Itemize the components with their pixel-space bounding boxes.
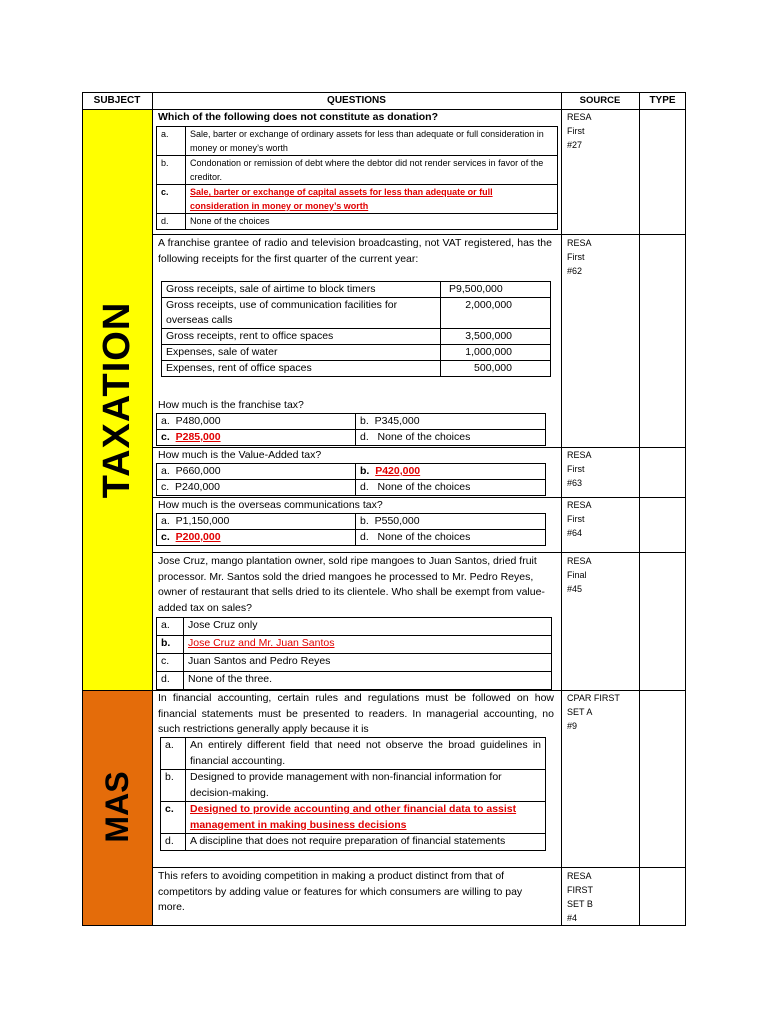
receipt-amount: 500,000 — [441, 361, 551, 377]
q3-options — [156, 617, 552, 690]
q5-source — [567, 869, 593, 925]
q2-source1 — [567, 236, 592, 278]
option-letter: c. — [157, 654, 184, 672]
option-text: P345,000 — [374, 415, 420, 427]
receipt-amount: 3,500,000 — [441, 329, 551, 345]
option-text: P480,000 — [175, 415, 221, 427]
source-line: #9 — [567, 721, 578, 731]
answer-text: Designed to provide accounting and other financial data to assist management in making business decisions — [186, 802, 546, 834]
option-text: A discipline that does not require preparation of financial statements — [186, 834, 546, 851]
source-line: First — [567, 514, 585, 524]
option-text: Designed to provide management with non-financial information for decision-making. — [186, 770, 546, 802]
receipt-amount: 1,000,000 — [441, 345, 551, 361]
q2-source3 — [567, 498, 592, 540]
source-line: #63 — [567, 478, 583, 488]
source-line: First — [567, 252, 585, 262]
q1-option-letter: a. — [157, 127, 186, 156]
q2-receipts-table — [161, 281, 551, 377]
source-line: #45 — [567, 584, 583, 594]
receipt-amount: P9,500,000 — [441, 282, 551, 298]
source-line: #4 — [567, 913, 578, 923]
option-letter: b. — [157, 636, 184, 654]
option-letter: c. — [161, 531, 170, 543]
option-text: None of the three. — [184, 672, 552, 690]
source-line: #64 — [567, 528, 583, 538]
option-letter: b. — [161, 770, 186, 802]
option-letter: d. — [157, 672, 184, 690]
q1-answer-text: Sale, barter or exchange of capital assets for less than adequate or full consideration in money or money’s worth — [186, 185, 558, 214]
option-text: None of the choices — [377, 431, 471, 443]
q1-options — [156, 126, 558, 230]
option-letter: c. — [161, 802, 186, 834]
source-line: RESA — [567, 238, 592, 248]
receipt-label: Expenses, sale of water — [162, 345, 441, 361]
option-text: An entirely different field that need not observe the broad guidelines in financial accounting. — [186, 738, 546, 770]
header-type: TYPE — [649, 95, 676, 106]
option-text: P240,000 — [175, 481, 220, 493]
q4-source — [567, 691, 620, 733]
source-line: #27 — [567, 140, 583, 150]
option-text: P660,000 — [175, 465, 221, 477]
option-letter: c. — [161, 481, 170, 493]
q3-source — [567, 554, 592, 596]
q1-option-letter: d. — [157, 214, 186, 230]
source-line: RESA — [567, 112, 592, 122]
q1-option-text: None of the choices — [186, 214, 558, 230]
option-text: P550,000 — [374, 515, 420, 527]
option-letter: c. — [161, 431, 170, 443]
q5-question: This refers to avoiding competition in making a product distinct from that of competitors by adding value or features for which consumers are willing to pay more. — [158, 870, 523, 913]
receipt-label: Expenses, rent of office spaces — [162, 361, 441, 377]
option-letter: b. — [360, 515, 369, 527]
option-text: Juan Santos and Pedro Reyes — [184, 654, 552, 672]
q1-option-letter: b. — [157, 156, 186, 185]
option-letter: a. — [161, 515, 170, 527]
q2-sub3-question: How much is the overseas communications tax? — [158, 499, 383, 511]
source-line: SET B — [567, 899, 593, 909]
q2-sub2-options — [156, 463, 546, 496]
q1-option-letter: c. — [157, 185, 186, 214]
option-text: None of the choices — [377, 481, 471, 493]
q2-sub1-options — [156, 413, 546, 446]
q2-intro: A franchise grantee of radio and television broadcasting, not VAT registered, has the following receipts for the first quarter of the current year: — [158, 237, 552, 265]
header-subject: SUBJECT — [93, 95, 141, 106]
source-line: First — [567, 464, 585, 474]
subject-taxation: TAXATION — [96, 301, 138, 499]
q4-options — [160, 737, 546, 851]
option-text: Jose Cruz only — [184, 618, 552, 636]
q2-sub2-question: How much is the Value-Added tax? — [158, 449, 322, 461]
q2-source2 — [567, 448, 592, 490]
q4-question: In financial accounting, certain rules and regulations must be followed on how financial statements must be presented to readers. In managerial accounting, no such restrictions generally apply because it is — [158, 692, 554, 735]
subject-mas: MAS — [99, 771, 135, 843]
option-letter: a. — [157, 618, 184, 636]
q3-question: Jose Cruz, mango plantation owner, sold ripe mangoes to Juan Santos, dried fruit processor. Mr. Santos sold the dried mangoes he processed to Mr. Pedro Reyes, owner of restaurant that sells dried to its clientele. Who shall be exempt from value-added tax on sales? — [158, 555, 545, 614]
q1-option-text: Sale, barter or exchange of ordinary assets for less than adequate or full consideration in money or money’s worth — [186, 127, 558, 156]
option-text: None of the choices — [377, 531, 471, 543]
source-line: RESA — [567, 500, 592, 510]
answer-text: P420,000 — [375, 465, 421, 477]
option-letter: d. — [360, 431, 369, 443]
option-letter: d. — [360, 481, 369, 493]
q1-option-text: Condonation or remission of debt where the debtor did not render services in favor of the creditor. — [186, 156, 558, 185]
q1-question: Which of the following does not constitute as donation? — [158, 111, 438, 123]
option-letter: d. — [161, 834, 186, 851]
option-letter: a. — [161, 738, 186, 770]
q1-source — [567, 110, 592, 152]
option-letter: b. — [360, 415, 369, 427]
option-letter: a. — [161, 465, 170, 477]
q2-sub3-options — [156, 513, 546, 546]
option-letter: d. — [360, 531, 369, 543]
source-line: CPAR FIRST — [567, 693, 620, 703]
header-source: SOURCE — [579, 95, 621, 106]
source-line: RESA — [567, 556, 592, 566]
receipt-label: Gross receipts, rent to office spaces — [162, 329, 441, 345]
receipt-label: Gross receipts, use of communication facilities for overseas calls — [162, 298, 441, 329]
receipt-amount: 2,000,000 — [441, 298, 551, 329]
source-line: FIRST — [567, 885, 593, 895]
receipt-label: Gross receipts, sale of airtime to block timers — [162, 282, 441, 298]
source-line: RESA — [567, 871, 592, 881]
option-letter: a. — [161, 415, 170, 427]
header-questions: QUESTIONS — [327, 95, 386, 106]
source-line: #62 — [567, 266, 583, 276]
source-line: Final — [567, 570, 587, 580]
answer-text: P200,000 — [175, 531, 221, 543]
source-line: RESA — [567, 450, 592, 460]
q2-sub1-question: How much is the franchise tax? — [158, 399, 304, 411]
source-line: SET A — [567, 707, 593, 717]
option-text: P1,150,000 — [175, 515, 230, 527]
answer-text: P285,000 — [175, 431, 221, 443]
answer-text: Jose Cruz and Mr. Juan Santos — [184, 636, 552, 654]
option-letter: b. — [360, 465, 370, 477]
source-line: First — [567, 126, 585, 136]
